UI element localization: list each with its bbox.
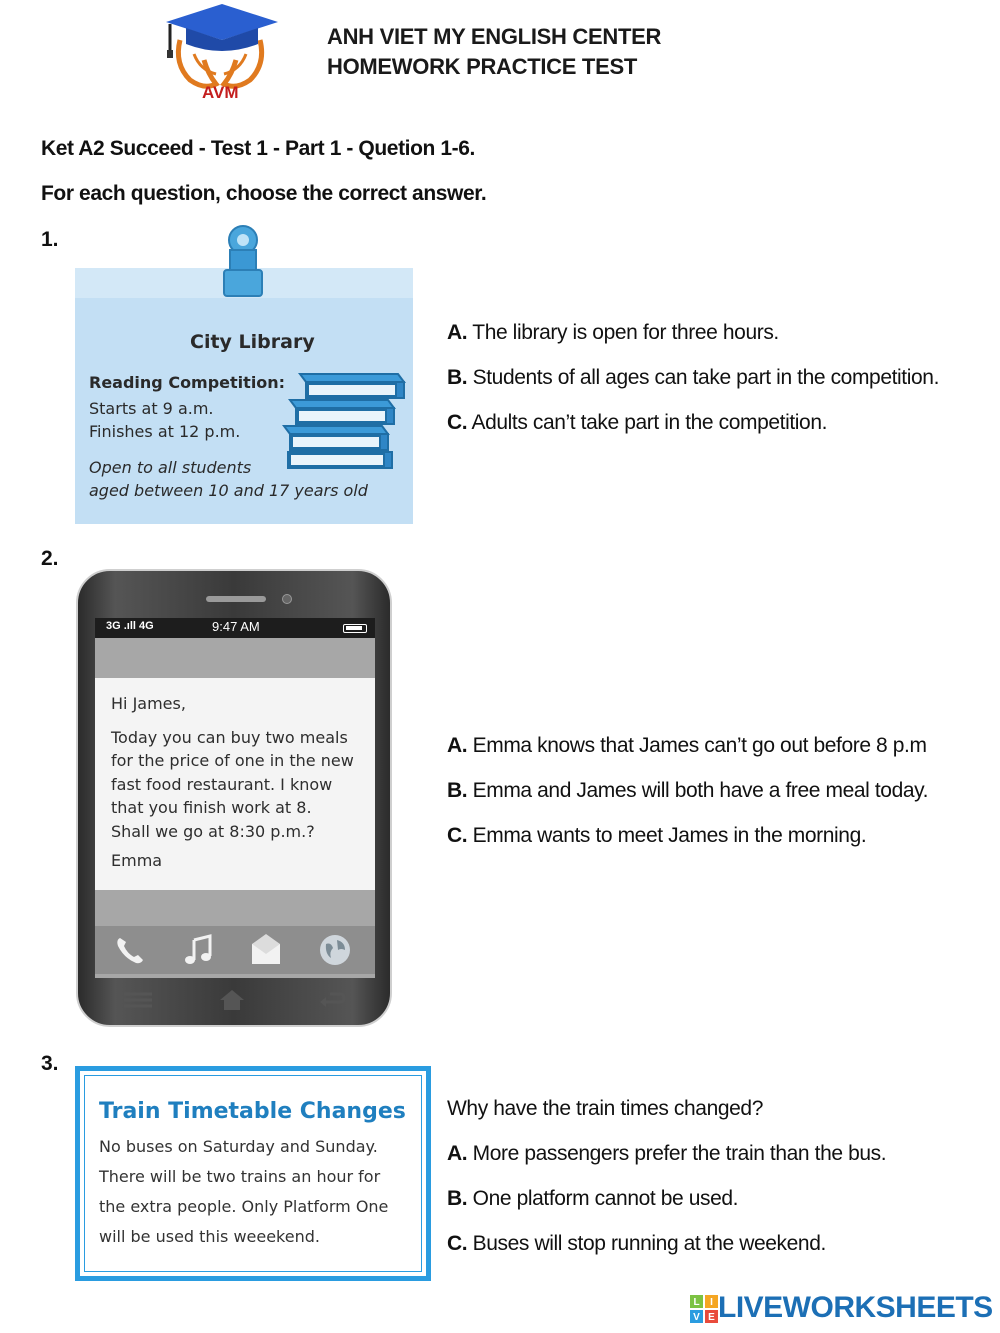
music-icon (182, 932, 218, 968)
q1-option-c: C. Adults can’t take part in the competition. (447, 411, 828, 434)
q3-question: Why have the train times changed? (447, 1097, 763, 1120)
mark-letter: E (708, 1312, 715, 1323)
q1-option-b: B. Students of all ages can take part in the competition. (447, 366, 940, 389)
message-line: Shall we go at 8:30 p.m.? (111, 822, 315, 841)
part-title: Ket A2 Succeed - Test 1 - Part 1 - Quetion 1-6. (41, 137, 475, 160)
mark-letter: I (710, 1297, 713, 1308)
back-icon (316, 988, 348, 1012)
q3-option-c: C. Buses will stop running at the weekend. (447, 1232, 826, 1255)
notice-subtitle: Reading Competition: (89, 373, 286, 392)
phone-time: 9:47 AM (212, 619, 260, 634)
avm-logo (160, 0, 280, 104)
notice-italic-line: Open to all students (89, 458, 252, 477)
home-icon (216, 988, 248, 1012)
mail-icon (248, 932, 284, 968)
message-line: that you finish work at 8. (111, 798, 312, 817)
message-signoff: Emma (111, 851, 163, 870)
notice-line: Finishes at 12 p.m. (89, 422, 241, 441)
q1-option-a: A. The library is open for three hours. (447, 321, 779, 344)
battery-icon (343, 624, 367, 633)
liveworksheets-mark-icon (690, 1295, 718, 1323)
phone-icon (112, 932, 148, 968)
books-icon (280, 368, 408, 472)
notice-title: City Library (190, 331, 315, 353)
center-name: ANH VIET MY ENGLISH CENTER (327, 24, 662, 49)
q2-option-c: C. Emma wants to meet James in the morning. (447, 824, 867, 847)
mark-letter: V (693, 1312, 700, 1323)
timetable-line: will be used this weeekend. (99, 1227, 320, 1246)
logo-text: AVM (202, 83, 239, 102)
question-number-1: 1. (41, 228, 59, 251)
q3-option-b: B. One platform cannot be used. (447, 1187, 739, 1210)
timetable-line: the extra people. Only Platform One (99, 1197, 389, 1216)
globe-icon (317, 932, 353, 968)
mark-letter: L (693, 1297, 700, 1308)
q2-option-b: B. Emma and James will both have a free meal today. (447, 779, 929, 802)
question-number-3: 3. (41, 1052, 59, 1075)
instruction: For each question, choose the correct answer. (41, 182, 487, 205)
timetable-title: Train Timetable Changes (99, 1099, 406, 1124)
liveworksheets-brand[interactable]: LIVEWORKSHEETS (718, 1291, 993, 1324)
message-line: fast food restaurant. I know (111, 775, 333, 794)
signal-indicator: 3G .ıll 4G (106, 620, 154, 632)
phone-camera (282, 594, 292, 604)
q3-option-a: A. More passengers prefer the train than the bus. (447, 1142, 887, 1165)
phone-speaker (206, 596, 266, 602)
message-greeting: Hi James, (111, 694, 186, 713)
binder-clip-icon (200, 222, 280, 302)
notice-line: Starts at 9 a.m. (89, 399, 214, 418)
q2-option-a: A. Emma knows that James can’t go out before 8 p.m (447, 734, 927, 757)
notice-italic-line: aged between 10 and 17 years old (89, 481, 368, 500)
message-line: Today you can buy two meals (111, 728, 348, 747)
menu-icon (122, 988, 154, 1012)
timetable-line: No buses on Saturday and Sunday. (99, 1137, 378, 1156)
timetable-line: There will be two trains an hour for (99, 1167, 381, 1186)
message-line: for the price of one in the new (111, 751, 354, 770)
question-number-2: 2. (41, 547, 59, 570)
test-name: HOMEWORK PRACTICE TEST (327, 54, 637, 79)
